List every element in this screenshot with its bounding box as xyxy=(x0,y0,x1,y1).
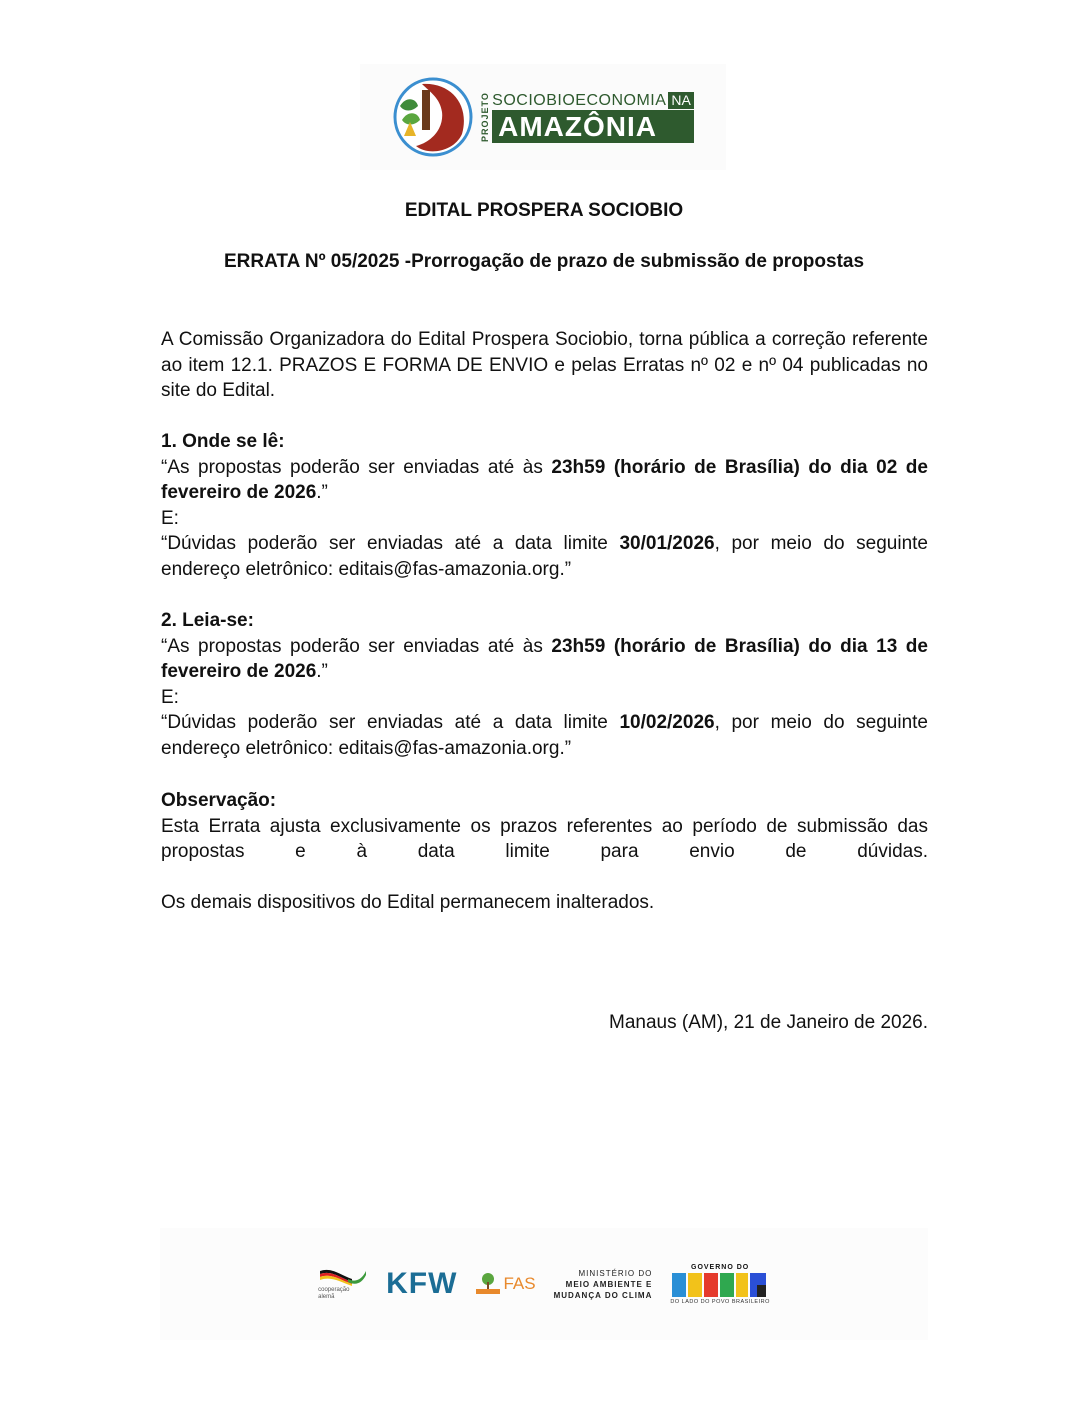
section2-quote2-post: , por meio do seguinte endereço eletrônico: editais@fas-amazonia.org.” xyxy=(161,712,928,759)
section2-quote2 xyxy=(161,710,928,761)
section2-quote1-deadline: 23h59 (horário de Brasília) do dia 13 de fevereiro de 2026 xyxy=(161,635,928,682)
section1-quote2-post: , por meio do seguinte endereço eletrônico: editais@fas-amazonia.org.” xyxy=(161,533,928,580)
logo-line1: SOCIOBIOECONOMIA xyxy=(492,91,667,109)
section2-quote2-pre: “Dúvidas poderão ser enviadas até a data limite xyxy=(161,712,620,733)
section2-quote1-pre: “As propostas poderão ser enviadas até às xyxy=(161,635,552,657)
mma-line2: MEIO AMBIENTE E xyxy=(565,1279,653,1289)
gov-bottom-text: DO LADO DO POVO BRASILEIRO xyxy=(670,1298,770,1305)
intro-text: A Comissão Organizadora do Edital Prospera Sociobio, torna pública a correção referente ao item 12.1. PRAZOS E FORMA DE ENVIO e pelas Erratas nº 02 e nº 04 publicadas no site do Edital. xyxy=(161,329,928,401)
signature-date: Manaus (AM), 21 de Janeiro de 2026. xyxy=(609,1012,928,1033)
section1-heading: 1. Onde se lê: xyxy=(161,431,285,452)
section-onde-se-le xyxy=(161,429,928,582)
fas-logo xyxy=(475,1272,535,1296)
fas-text: FAS xyxy=(503,1274,536,1293)
intro-paragraph xyxy=(161,327,928,404)
section2-quote1-post: .” xyxy=(316,661,328,682)
section1-quote1 xyxy=(161,455,928,506)
observation-text: Esta Errata ajusta exclusivamente os prazos referentes ao período de submissão das propostas e à data limite para envio de dúvidas. xyxy=(161,815,928,862)
sociobioeconomia-emblem-icon xyxy=(392,76,474,158)
document-subtitle: ERRATA Nº 05/2025 -Prorrogação de prazo de submissão de propostas xyxy=(223,251,865,272)
brasil-wordmark-icon xyxy=(672,1271,768,1299)
section-leia-se xyxy=(161,608,928,761)
section2-e-label: E: xyxy=(161,686,179,708)
section1-e-label: E: xyxy=(161,507,179,529)
logo-wordmark xyxy=(492,92,694,143)
section2-heading: 2. Leia-se: xyxy=(161,610,254,631)
gov-top-text: GOVERNO DO xyxy=(691,1263,750,1271)
section1-quote2-date: 30/01/2026 xyxy=(619,533,715,554)
header-logo xyxy=(360,64,726,170)
section1-quote2 xyxy=(161,531,928,582)
section2-quote2-date: 10/02/2026 xyxy=(619,712,715,733)
observation-closing: Os demais dispositivos do Edital permanecem inalterados. xyxy=(161,891,655,913)
cooperacao-alema-logo xyxy=(318,1267,368,1301)
observation-heading: Observação: xyxy=(161,790,277,811)
document-title: EDITAL PROSPERA SOCIOBIO xyxy=(404,200,684,221)
section1-quote1-post: .” xyxy=(316,482,328,503)
logo-line1-suffix: NA xyxy=(668,92,693,109)
mma-line1: MINISTÉRIO DO xyxy=(578,1268,653,1278)
governo-brasil-logo xyxy=(670,1264,770,1305)
fas-tree-icon xyxy=(475,1272,501,1296)
kfw-logo xyxy=(386,1267,457,1301)
logo-projeto-text: PROJETO xyxy=(480,92,491,142)
coop-line1: cooperação xyxy=(318,1287,350,1293)
german-flag-wave-icon xyxy=(318,1267,368,1287)
mma-logo xyxy=(554,1268,653,1301)
logo-line2: AMAZÔNIA xyxy=(492,110,694,143)
footer-logos xyxy=(160,1228,928,1340)
kfw-text: KFW xyxy=(386,1267,458,1300)
section2-quote1 xyxy=(161,634,928,685)
section1-quote2-pre: “Dúvidas poderão ser enviadas até a data limite xyxy=(161,533,620,554)
section-observacao xyxy=(161,788,928,915)
mma-line3: MUDANÇA DO CLIMA xyxy=(553,1290,653,1300)
section1-quote1-deadline: 23h59 (horário de Brasília) do dia 02 de fevereiro de 2026 xyxy=(161,456,928,503)
section1-quote1-pre: “As propostas poderão ser enviadas até às xyxy=(161,456,552,478)
coop-line2: alemã xyxy=(318,1294,335,1300)
